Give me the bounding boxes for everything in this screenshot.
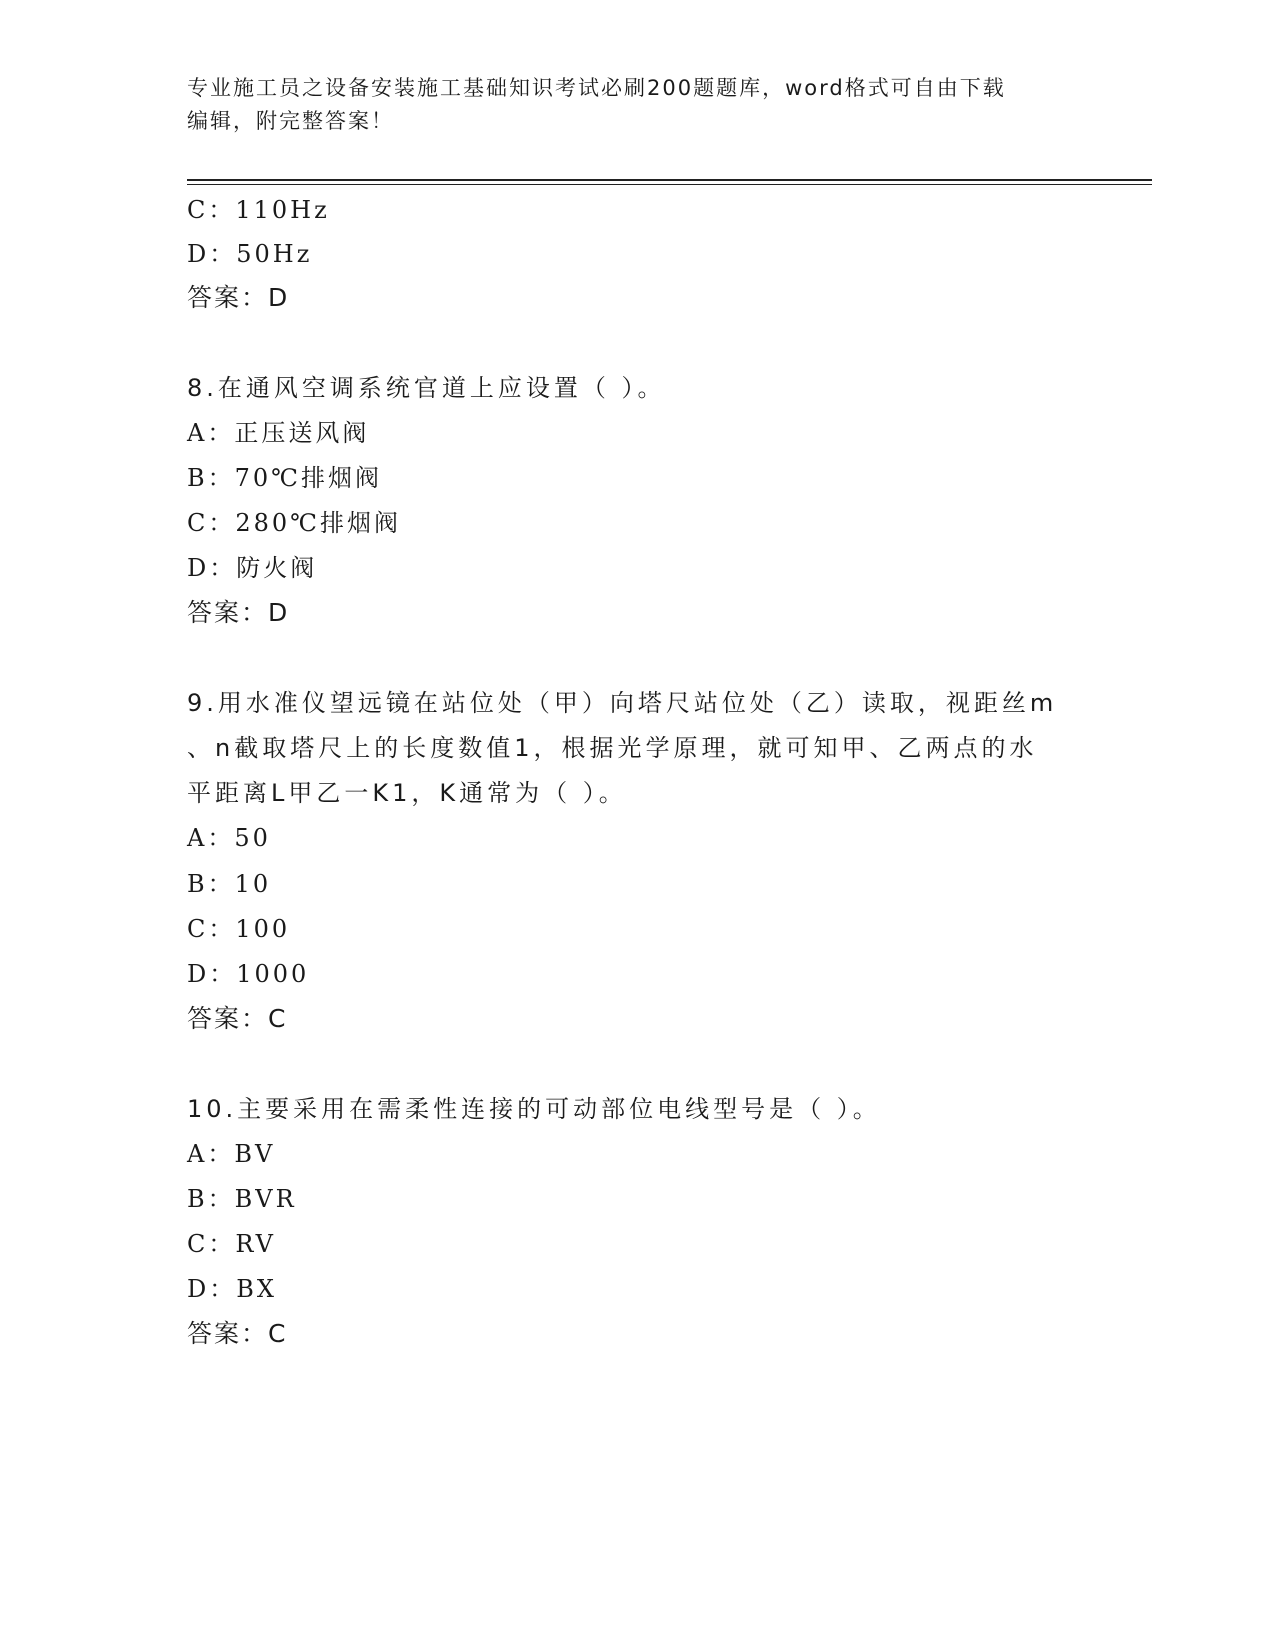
- q10-option-b: B：BVR: [187, 1185, 297, 1213]
- q8-option-a: A：正压送风阀: [187, 419, 370, 447]
- q10-answer: 答案：C: [187, 1319, 288, 1348]
- title-line-2: 编辑，附完整答案！: [187, 109, 394, 133]
- page-title: [187, 72, 1067, 138]
- q9-option-c: C：100: [187, 915, 291, 943]
- q8-option-d: D：防火阀: [187, 554, 318, 582]
- q10-option-a: A：BV: [187, 1140, 276, 1168]
- q9-option-a: A：50: [187, 824, 271, 852]
- q9-stem-line-3: 平距离L甲乙一K1，K通常为（ ）。: [187, 779, 627, 807]
- q8-option-b: B：70℃排烟阀: [187, 464, 383, 492]
- title-line-1: 专业施工员之设备安装施工基础知识考试必刷200题题库，word格式可自由下载: [187, 76, 1006, 100]
- q8-option-c: C：280℃排烟阀: [187, 509, 402, 537]
- q9-option-b: B：10: [187, 870, 272, 898]
- q9-option-d: D：1000: [187, 960, 310, 988]
- q9-stem-line-1: 9.用水准仪望远镜在站位处（甲）向塔尺站位处（乙）读取，视距丝m: [187, 689, 1058, 717]
- q9-stem-line-2: 、n截取塔尺上的长度数值1，根据光学原理，就可知甲、乙两点的水: [187, 734, 1038, 762]
- q9-answer: 答案：C: [187, 1004, 288, 1033]
- q8-stem: 8.在通风空调系统官道上应设置（ ）。: [187, 374, 666, 402]
- q10-option-d: D：BX: [187, 1275, 277, 1303]
- q7-option-c: C：110Hz: [187, 196, 330, 224]
- q10-stem: 10.主要采用在需柔性连接的可动部位电线型号是（ ）。: [187, 1095, 881, 1123]
- q7-answer: 答案：D: [187, 283, 290, 312]
- q10-option-c: C：RV: [187, 1230, 276, 1258]
- header-divider-thin: [187, 184, 1152, 185]
- q8-answer: 答案：D: [187, 598, 290, 627]
- header-divider-thick: [187, 179, 1152, 181]
- q7-option-d: D：50Hz: [187, 240, 313, 268]
